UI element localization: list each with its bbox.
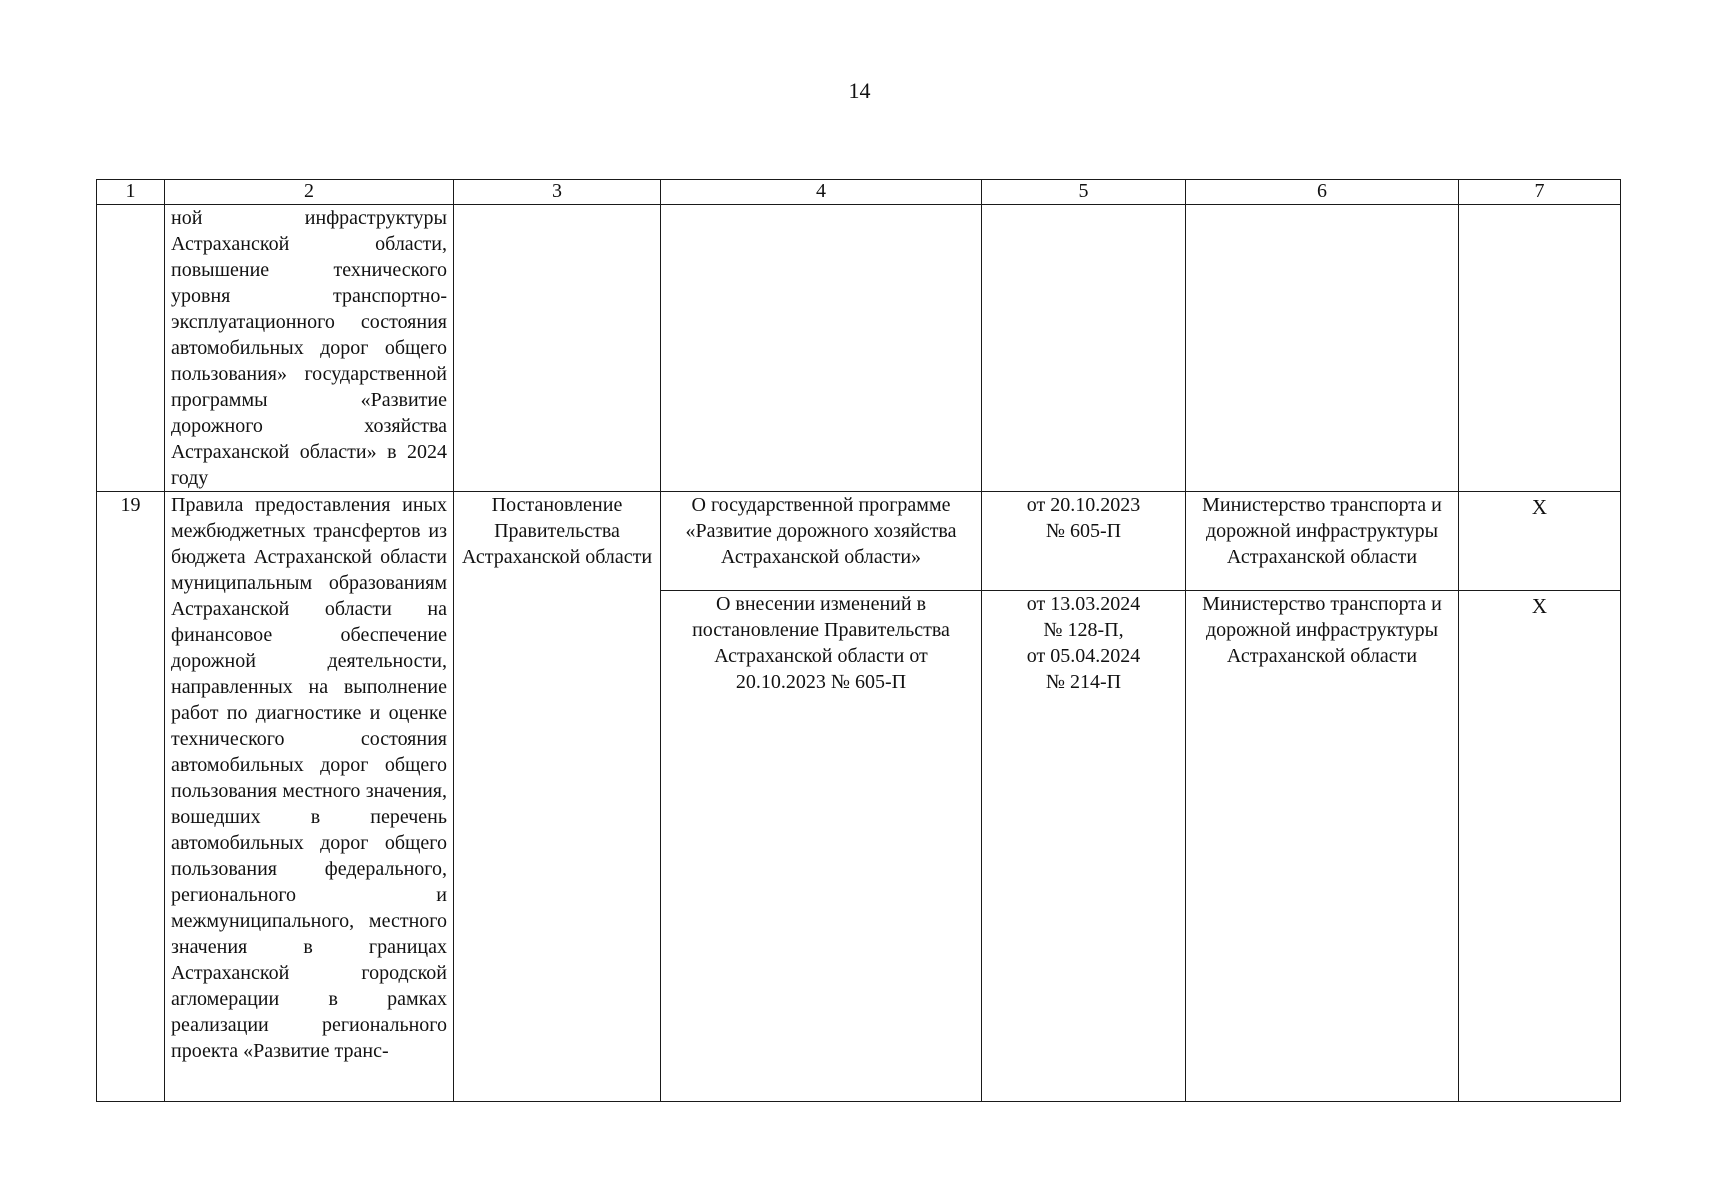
executor-text: Министерство транспорта и дорожной инфраструктуры Астраханской области	[1202, 494, 1442, 568]
cell-act-dates	[982, 205, 1186, 492]
cell-executor	[1186, 492, 1459, 591]
cell-act-title	[661, 492, 982, 591]
cell-act-type	[454, 492, 661, 1102]
cell-executor	[1186, 205, 1459, 492]
act-type-text: Постановление Правительства Астраханской области	[461, 494, 653, 568]
cell-act-type	[454, 205, 661, 492]
page-number: 14	[848, 78, 871, 103]
cell-mark	[1459, 492, 1621, 591]
cell-mark	[1459, 205, 1621, 492]
description-text: Правила предоставления иных межбюджетных трансфертов из бюджета Астраханской области муниципальным образованиям Астраханской области на финансовое обеспечение дорожной деятельности, направленных на выполнение работ по диагностике и оценке технического состояния автомобильных дорог общего пользования местного значения, вошедших в перечень автомобильных дорог общего пользования федерального, регионального и межмуниципального, местного значения в границах Астраханской городской агломерации в рамках реализации регионального проекта «Развитие транс-	[171, 494, 447, 1062]
table-header-row	[97, 180, 1621, 205]
table-row-continuation	[97, 205, 1621, 492]
cell-description	[165, 205, 454, 492]
description-text: ной инфраструктуры Астраханской области, повышение технического уровня транспортно-эксплуатационного состояния автомобильных дорог общего пользования» государственной программы «Развитие дорожного хозяйства Астраханской области» в 2024 году	[171, 207, 447, 489]
mark-text: Х	[1531, 594, 1548, 618]
cell-mark	[1459, 591, 1621, 1102]
header-col-4: 4	[661, 180, 982, 205]
row-number-text: 19	[120, 494, 141, 516]
cell-number	[97, 205, 165, 492]
act-dates-text: от 20.10.2023 № 605-П	[1026, 494, 1141, 542]
act-title-text: О государственной программе «Развитие дорожного хозяйства Астраханской области»	[685, 494, 957, 568]
header-col-6: 6	[1186, 180, 1459, 205]
cell-act-dates	[982, 591, 1186, 1102]
header-col-5: 5	[982, 180, 1186, 205]
table-row-19	[97, 492, 1621, 591]
cell-row-number	[97, 492, 165, 1102]
header-col-2: 2	[165, 180, 454, 205]
mark-text: Х	[1531, 495, 1548, 519]
header-col-3: 3	[454, 180, 661, 205]
cell-executor	[1186, 591, 1459, 1102]
executor-text: Министерство транспорта и дорожной инфраструктуры Астраханской области	[1202, 593, 1442, 667]
cell-act-title	[661, 205, 982, 492]
document-table	[96, 179, 1621, 1102]
act-dates-text: от 13.03.2024 № 128-П, от 05.04.2024 № 214-П	[1026, 593, 1141, 693]
cell-act-dates	[982, 492, 1186, 591]
cell-act-title	[661, 591, 982, 1102]
act-title-text: О внесении изменений в постановление Правительства Астраханской области от 20.10.2023 № 605-П	[692, 593, 950, 693]
header-col-7: 7	[1459, 180, 1621, 205]
cell-description	[165, 492, 454, 1102]
header-col-1: 1	[97, 180, 165, 205]
